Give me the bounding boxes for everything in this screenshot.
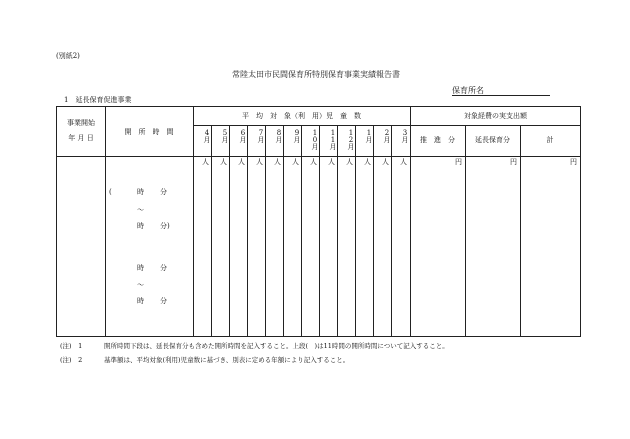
- note-1-text: 開所時間下段は、延長保育分も含めた開所時間を記入すること。上段( )は11時間の開所時間について記入すること。: [104, 342, 449, 350]
- unit-yen: 円: [570, 158, 577, 166]
- unit-person: 人: [220, 158, 227, 166]
- unit-person: 人: [256, 158, 263, 166]
- col-divider: [319, 125, 320, 337]
- month-header: 3月: [401, 129, 409, 142]
- month-header: 6月: [239, 129, 247, 142]
- month-header: 9月: [293, 129, 301, 142]
- facility-name-label: 保育所名: [452, 86, 484, 95]
- document-title: 常陸太田市民間保育所特別保育事業実績報告書: [232, 70, 400, 79]
- unit-person: 人: [382, 158, 389, 166]
- hours-lower-tilde: ～: [137, 281, 144, 289]
- unit-person: 人: [310, 158, 317, 166]
- header-opening-hours: 開 所 時 間: [124, 128, 174, 136]
- table-border-right: [580, 106, 581, 337]
- month-header: 12月: [347, 129, 355, 149]
- hours-lower-hour1: 時: [137, 264, 144, 272]
- month-header: 7月: [257, 129, 265, 142]
- unit-person: 人: [346, 158, 353, 166]
- col-divider: [337, 125, 338, 337]
- unit-yen: 円: [510, 158, 517, 166]
- hours-lower-min2: 分: [160, 297, 167, 305]
- header-start-date-line1: 事業開始: [67, 119, 95, 127]
- month-header: 2月: [383, 129, 391, 142]
- unit-person: 人: [292, 158, 299, 166]
- col-divider: [465, 125, 466, 337]
- month-header: 4月: [203, 129, 211, 142]
- col-divider: [247, 125, 248, 337]
- col-divider: [301, 125, 302, 337]
- col-divider: [355, 125, 356, 337]
- facility-name-underline: [452, 95, 550, 96]
- unit-person: 人: [328, 158, 335, 166]
- header-promotion: 推 進 分: [420, 136, 455, 144]
- unit-person: 人: [238, 158, 245, 166]
- month-header: 8月: [275, 129, 283, 142]
- month-header: 1月: [365, 129, 373, 142]
- unit-person: 人: [400, 158, 407, 166]
- table-header-divider: [193, 125, 581, 126]
- hours-lower-hour2: 時: [137, 297, 144, 305]
- hours-upper-hour2: 時: [137, 222, 144, 230]
- col-divider: [391, 125, 392, 337]
- note-2-label: (注) 2: [60, 356, 83, 364]
- note-1-label: (注) 1: [60, 342, 83, 350]
- col-divider: [265, 125, 266, 337]
- hours-upper-min2: 分): [160, 222, 170, 230]
- col-divider: [373, 125, 374, 337]
- hours-upper-min1: 分: [160, 188, 167, 196]
- attachment-label: (別紙2): [56, 52, 80, 60]
- col-divider: [229, 125, 230, 337]
- month-header: 10月: [311, 129, 319, 149]
- unit-person: 人: [364, 158, 371, 166]
- unit-yen: 円: [455, 158, 462, 166]
- col-divider: [283, 125, 284, 337]
- hours-upper-hour1: 時: [137, 188, 144, 196]
- month-header: 11月: [329, 129, 337, 149]
- hours-upper-tilde: ～: [137, 206, 144, 214]
- header-expense: 対象経費の実支出額: [464, 112, 527, 120]
- month-header: 5月: [221, 129, 229, 142]
- header-extended-care: 延長保育分: [475, 136, 510, 144]
- col-divider: [211, 125, 212, 337]
- section-heading: 1 延長保育促進事業: [64, 96, 132, 104]
- unit-person: 人: [202, 158, 209, 166]
- table-border-top: [56, 106, 581, 107]
- col-divider: [520, 125, 521, 337]
- hours-lower-min1: 分: [160, 264, 167, 272]
- note-2-text: 基準額は、平均対象(利用)児童数に基づき、別表に定める年額により記入すること。: [104, 356, 350, 364]
- hours-upper-open-paren: (: [109, 188, 112, 196]
- unit-person: 人: [274, 158, 281, 166]
- header-average-children: 平 均 対 象（利 用）児 童 数: [242, 112, 361, 120]
- header-total: 計: [546, 136, 554, 144]
- header-start-date-line2: 年 月 日: [68, 134, 94, 142]
